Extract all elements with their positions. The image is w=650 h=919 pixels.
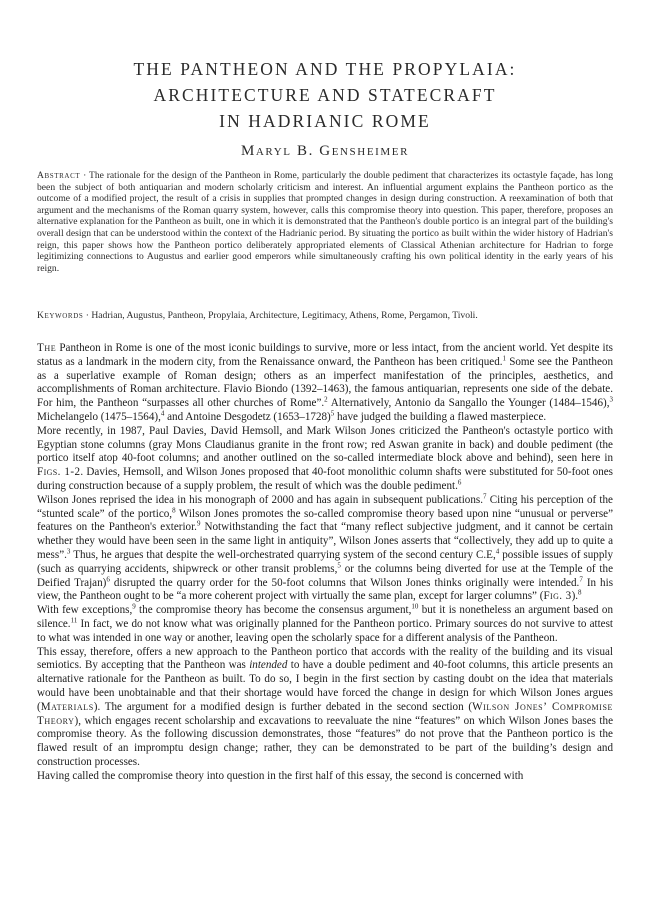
abstract-block — [37, 170, 613, 274]
body-text-run: ). — [571, 590, 579, 603]
body-text-run: Wilson Jones reprised the idea in his monograph of 2000 and has again in subsequent publications. — [37, 493, 483, 506]
body-text-run: Some see the Pantheon as a superlative example of Roman design; others as an imperfect manifestation of the principles, aesthetics, and accomplishments of Roman architecture. Flavio Biondo (1392–1463), the famous antiquarian, represents one side of the debate. For him, the Pantheon “surpasses all other churches of Rome”. — [37, 355, 613, 410]
footnote-marker[interactable]: 3 — [66, 547, 71, 556]
author-name: Maryl B. Gensheimer — [240, 143, 410, 159]
body-text-run: In fact, we do not know what was originally planned for the Pantheon portico. Primary sources do not survive to attest to what was intended in one way or another, leaving open the scholarly space for a different analysis of the Pantheon. — [37, 617, 613, 644]
footnote-marker[interactable]: 7 — [482, 492, 487, 501]
keywords-text: Hadrian, Augustus, Pantheon, Propylaia, Architecture, Legitimacy, Athens, Rome, Pergamon, Tivoli. — [91, 310, 478, 321]
footnote-marker[interactable]: 3 — [609, 395, 613, 404]
body-text-run: Michelangelo (1475–1564), — [37, 410, 161, 423]
body-text-run: Alternatively, Antonio da Sangallo the Younger (1484–1546), — [327, 397, 610, 410]
body-paragraph — [37, 494, 613, 604]
title-line-3: IN HADRIANIC ROME — [219, 111, 431, 131]
footnote-marker[interactable]: 9 — [196, 519, 201, 528]
footnote-marker[interactable]: 7 — [579, 574, 583, 583]
body-text-run: the compromise theory has become the consensus argument, — [135, 604, 412, 617]
abstract-text: The rationale for the design of the Pantheon in Rome, particularly the double pediment that characterizes its octastyle façade, has long been the subject of both antiquarian and modern scholarly criticism and interest. An influential argument explains the Pantheon portico as the outcome of a modified project, the result of a crisis in supplies that prompted changes in design during construction. A reexamination of both that argument and the mechanisms of the Roman quarry system, however, calls this compromise theory into question. This paper, therefore, proposes an alternative explanation for the Pantheon as built, one in which it is demonstrated that the Pantheon's double portico is an integral part of the building's overall design that can be understood within the context of the Hadrianic period. By situating the portico as built within the wider history of Hadrian's reign, this paper shows how the Pantheon portico deliberately appropriated elements of Classical Athenian architecture for Hadrian to forge legitimizing connections to Augustus and earlier good emperors while simultaneously crafting his own political identity in the early years of his reign. — [37, 170, 613, 274]
body-text-run: Having called the compromise theory into question in the first half of this essay, the second is concerned with — [37, 769, 524, 782]
body-paragraph — [37, 604, 613, 645]
footnote-marker[interactable]: 11 — [70, 616, 78, 625]
footnote-marker[interactable]: 9 — [132, 602, 136, 611]
article-body — [37, 342, 613, 784]
body-text-run: Pantheon in Rome is one of the most iconic buildings to survive, more or less intact, from the ancient world. Yet despite its status as a landmark in the modern city, from the Renaissance onward, the Pantheon has been critiqued. — [37, 342, 613, 368]
section-reference[interactable]: Materials — [40, 700, 94, 713]
body-text-run: Thus, he argues that despite the well-orchestrated quarrying system of the second century C.E, — [70, 548, 496, 561]
body-text-run: to have a double pediment and 40-foot columns, this article presents an alternative rationale for the Pantheon as built. To do so, I begin in the first section by casting doubt on the idea that materials would have been unobtainable and that their shortage would have forced the change in design for which Wilson Jones argues ( — [37, 659, 613, 713]
body-text-run: More recently, in 1987, Paul Davies, David Hemsoll, and Mark Wilson Jones criticized the Pantheon's octastyle portico with Egyptian stone columns (gray Mons Claudianus granite in the front row; red Aswan granite in back) and double pediment (the portico itself atop 40-foot columns; and another outlined on the so-called intermediate block above and behind), seen here in — [37, 424, 613, 465]
body-text-run: In his view, the Pantheon ought to be “a more coherent project with virtually the same plan, except for larger columns” ( — [37, 576, 614, 603]
abstract-separator: · — [83, 170, 87, 181]
body-paragraph — [37, 646, 613, 770]
footnote-marker[interactable]: 5 — [330, 409, 335, 418]
footnote-marker[interactable]: 4 — [495, 547, 500, 556]
figure-reference[interactable]: Figs. 1-2 — [37, 466, 81, 479]
footnote-marker[interactable]: 8 — [172, 505, 176, 514]
footnote-marker[interactable]: 6 — [457, 478, 462, 487]
body-paragraph — [37, 770, 613, 784]
footnote-marker[interactable]: 1 — [502, 354, 507, 363]
body-text-run: Notwithstanding the fact that “many reflect subjective judgment, and it cannot be certain whether they would have been seen in the same light in antiquity”, Wilson Jones asserts that “collectively, they add up to quite a mess”. — [37, 521, 614, 561]
title-line-1: THE PANTHEON AND THE PROPYLAIA: — [133, 59, 517, 79]
body-text-run: ). The argument for a modified design is further debated in the second section ( — [93, 700, 473, 713]
body-text-run: disrupted the quarry order for the 50-foot columns that Wilson Jones thinks originally were intended. — [109, 576, 580, 589]
body-text-run: or the columns being diverted for use at the Temple of the Deified Trajan) — [37, 562, 613, 589]
body-paragraph — [37, 425, 613, 494]
footnote-marker[interactable]: 8 — [578, 588, 582, 597]
abstract-label: Abstract — [37, 170, 81, 181]
figure-reference[interactable]: Fig. 3 — [543, 590, 572, 603]
body-text-run: Wilson Jones promotes the so-called compromise theory based upon nine “unusual or perverse” features on the Pantheon's exterior. — [37, 507, 614, 534]
body-text-run: and Antoine Desgodetz (1653–1728) — [164, 410, 331, 423]
footnote-marker[interactable]: 6 — [106, 574, 110, 583]
footnote-marker[interactable]: 5 — [337, 561, 341, 570]
body-text-run: ), which engages recent scholarship and excavations to reevaluate the nine “features” on which Wilson Jones bases the compromise theory. As the following discussion demonstrates, those “features” do not prove that the Pantheon portico is the flawed result of an impromptu design change; rather, they can be demonstrated to be part of the building’s design and construction processes. — [37, 714, 613, 768]
footnote-marker[interactable]: 2 — [324, 395, 328, 404]
footnote-marker[interactable]: 10 — [411, 602, 419, 611]
article-title — [0, 56, 650, 134]
body-text-run: . Davies, Hemsoll, and Wilson Jones proposed that 40-foot monolithic column shafts were substituted for 50-foot ones during construction because of a supply problem, the result of which was the double pediment. — [37, 466, 613, 492]
footnote-marker[interactable]: 4 — [160, 409, 165, 418]
body-text-run: have judged the building a flawed masterpiece. — [334, 410, 547, 423]
body-text-run: but it is nonetheless an argument based on silence. — [37, 604, 613, 630]
body-text-run: possible issues of supply (such as quarrying accidents, shipwreck or other transit problems, — [37, 548, 613, 575]
body-text-run: With few exceptions, — [37, 604, 133, 617]
section-reference[interactable]: Wilson Jones’ Compromise Theory — [37, 700, 613, 727]
keywords-block — [37, 310, 613, 322]
body-text-run: This essay, therefore, offers a new approach to the Pantheon portico that accords with the reality of the building and its visual semiotics. By accepting that the Pantheon was — [37, 645, 613, 672]
title-line-2: ARCHITECTURE AND STATECRAFT — [153, 85, 497, 105]
paragraph-lead-word: The — [37, 342, 57, 354]
keywords-label: Keywords — [37, 310, 84, 321]
keywords-separator: · — [85, 310, 89, 321]
emphasis-text: intended — [249, 659, 288, 672]
body-text-run: Citing his perception of the “stunted scale” of the portico, — [37, 493, 613, 520]
body-paragraph — [37, 342, 613, 425]
